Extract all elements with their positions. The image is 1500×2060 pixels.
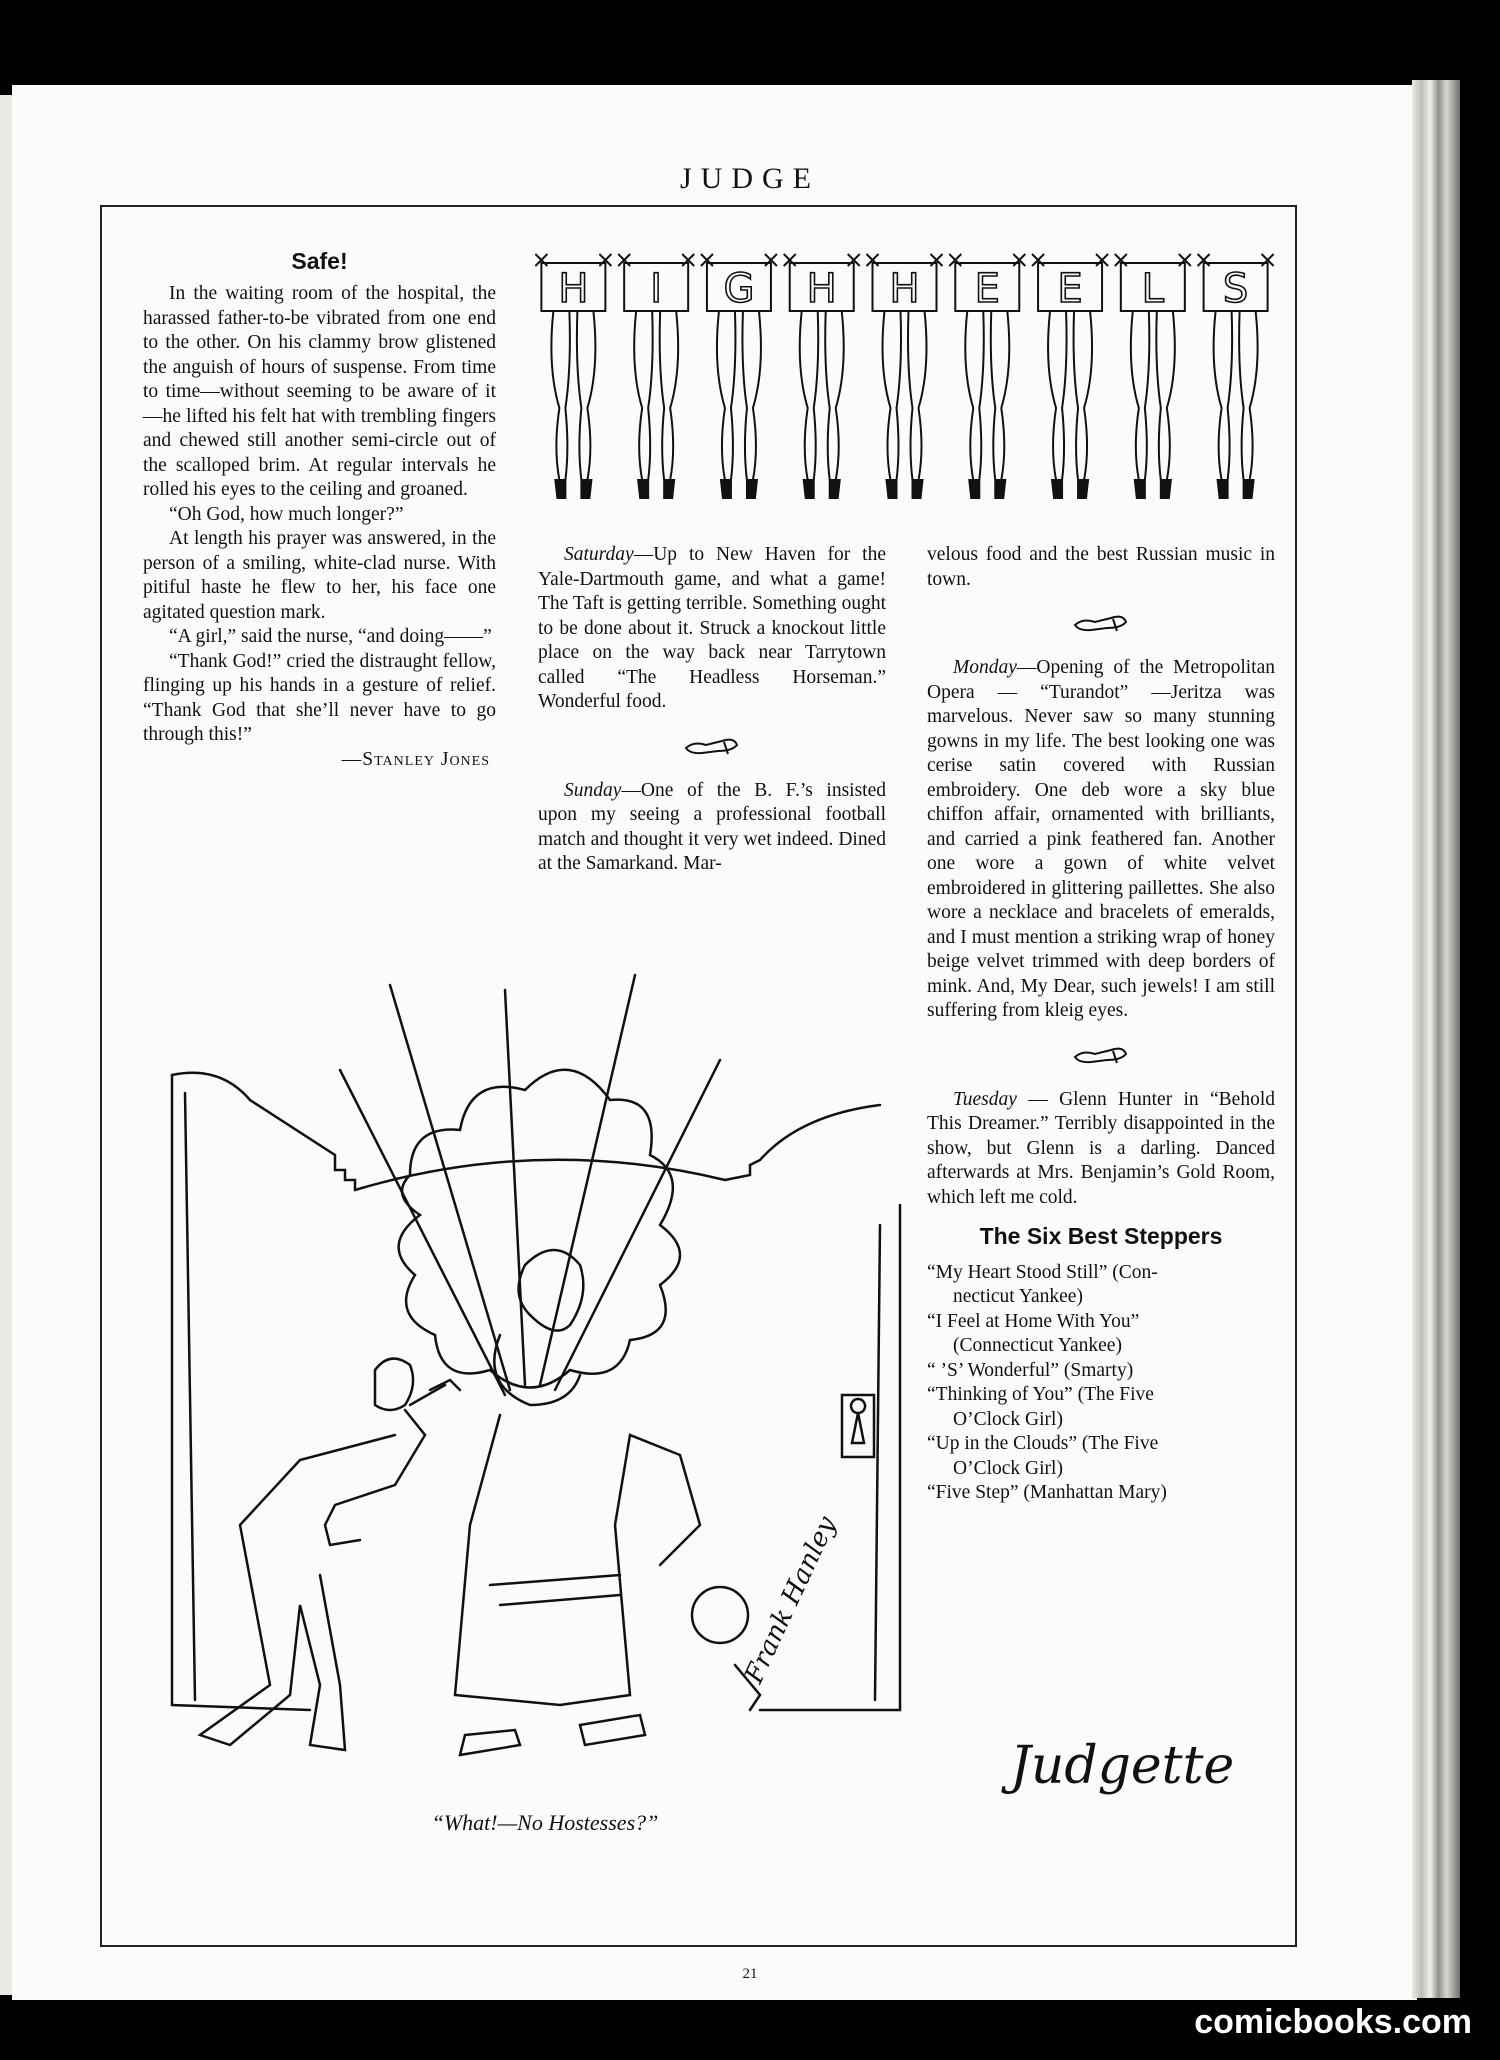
song-show: O’Clock Girl): [953, 1408, 1063, 1430]
safe-paragraph: At length his prayer was answered, in the person of a smiling, white-clad nurse. With pitiful haste he flew to her, his face one agitated question mark.: [143, 528, 496, 623]
shoe-ornament-icon: [1071, 610, 1131, 636]
entry-text: —One of the B. F.’s insisted upon my seeing a professional football match and thought it very wet indeed. Dined at the Samarkand. Mar-: [538, 779, 886, 874]
high-heels-letter: G: [723, 266, 755, 312]
song-title: “My Heart Stood Still” (Con-: [927, 1261, 1158, 1283]
high-heels-letter: E: [974, 266, 1000, 312]
shoe-ornament-icon: [682, 733, 742, 759]
song-title: “Up in the Clouds” (The Five: [927, 1433, 1159, 1454]
high-heels-letter: H: [889, 266, 920, 312]
day-label: Tuesday: [953, 1088, 1017, 1110]
high-heels-letter-panel: [535, 254, 611, 498]
safe-paragraph: “A girl,” said the nurse, “and doing——”: [169, 626, 492, 647]
diary-column-2: [538, 543, 886, 877]
high-heels-letter-panel: [867, 254, 943, 498]
entry-continuation: velous food and the best Russian music in town.: [927, 544, 1275, 590]
safe-paragraph: In the waiting room of the hospital, the harassed father-to-be vibrated from one end to the other. On his clammy brow glistened the anguish of hours of suspense. From time to time—without seeming to be aware of it—he lifted his felt hat with trembling fingers and chewed still another semi-circle out of the scalloped brim. At regular intervals he rolled his eyes to the ceiling and groaned.: [143, 283, 496, 500]
high-heels-letter: I: [650, 266, 663, 312]
song-show: O’Clock Girl): [953, 1457, 1063, 1479]
diary-column-3: [927, 543, 1275, 1506]
diary-entry-tuesday: [927, 1088, 1275, 1211]
safe-paragraph: “Thank God!” cried the distraught fellow, flinging up his hands in a gesture of relief. “Thank God that she’ll never have to go through this!”: [143, 650, 496, 745]
high-heels-letter: H: [806, 266, 837, 312]
day-label: Saturday: [564, 544, 634, 565]
high-heels-letter-panel: [1032, 254, 1108, 498]
song-show: necticut Yankee): [953, 1286, 1083, 1307]
entry-text: —Opening of the Metropolitan Opera — “Turandot” —Jeritza was marvelous. Never saw so many stunning gowns in my life. The best looking one was cerise satin covered with Russian embroidery. One deb wore a sky blue chiffon affair, ornamented with brilliants, and carried a pink feathered fan. Another one wore a gown of white velvet embroidered in glittering paillettes. She also wore a necklace and bracelets of emeralds, and I must mention a striking wrap of honey beige velvet trimmed with deep borders of mink. And, My Dear, such jewels! I am still suffering from kleig eyes.: [927, 657, 1275, 1021]
day-label: Sunday: [564, 779, 622, 801]
magazine-header: JUDGE: [680, 162, 820, 195]
song-title: “ ’S’ Wonderful” (Smarty): [927, 1359, 1134, 1381]
high-heels-letter: E: [1057, 266, 1083, 312]
page-number: 21: [742, 1966, 758, 1982]
diary-entry-monday: [927, 656, 1275, 1024]
high-heels-letter-panel: [618, 254, 694, 498]
high-heels-letter: H: [558, 266, 589, 312]
steppers-list: [927, 1261, 1275, 1506]
high-heels-title-art: [532, 248, 1277, 513]
cartoon-illustration: [160, 965, 920, 1805]
cartoon-caption: “What!—No Hostesses?”: [431, 1810, 659, 1835]
high-heels-letter-panel: [701, 254, 777, 498]
diary-entry-saturday: [538, 543, 886, 715]
song-title: “Five Step” (Manhattan Mary): [927, 1482, 1167, 1503]
high-heels-letter: L: [1141, 266, 1164, 312]
high-heels-letter-panel: [1198, 254, 1274, 498]
safe-paragraph: “Oh God, how much longer?”: [169, 503, 404, 525]
cartoon-artist-signature: Frank Hanley: [739, 1512, 843, 1688]
book-spine: [1412, 80, 1460, 1998]
diary-entry-sunday: [538, 779, 886, 877]
high-heels-letter-panel: [949, 254, 1025, 498]
song-title: “Thinking of You” (The Five: [927, 1384, 1154, 1405]
song-show: (Connecticut Yankee): [953, 1335, 1122, 1356]
signature-text: Judgette: [1010, 1736, 1235, 1796]
safe-article: [143, 282, 496, 772]
entry-text: —Up to New Haven for the Yale-Dartmouth game, and what a game! The Taft is getting terrible. Something ought to be done about it. Struck a knockout little place on the way back near Tarrytown called “The Headless Horseman.” Wonderful food.: [538, 544, 886, 712]
high-heels-letter-panel: [1115, 254, 1191, 498]
shoe-ornament-icon: [1071, 1042, 1131, 1068]
song-title: “I Feel at Home With You”: [927, 1310, 1140, 1332]
steppers-title: The Six Best Steppers: [979, 1223, 1223, 1249]
watermark: comicbooks.com: [1194, 2003, 1472, 2041]
safe-title: Safe!: [291, 248, 348, 274]
day-label: Monday: [953, 657, 1017, 678]
entry-text: — Glenn Hunter in “Behold This Dreamer.” Terribly disappointed in the show, but Glenn is a darling. Danced afterwards at Mrs. Benjamin’s Gold Room, which left me cold.: [927, 1088, 1275, 1208]
judgette-signature: [1000, 1725, 1280, 1805]
safe-byline: —Stanley Jones: [341, 748, 490, 770]
high-heels-letter: S: [1222, 266, 1249, 312]
high-heels-letter-panel: [784, 254, 860, 498]
